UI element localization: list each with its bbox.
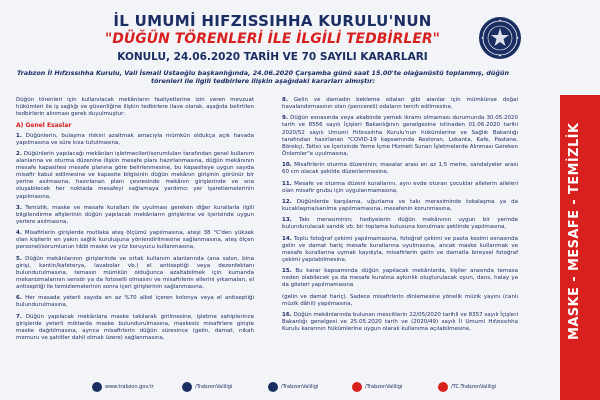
list-item: 13. Takı merasiminin; hediyelerin düğün mekânının uygun bir yerinde bulundurulacak sandık vb. bir toplama kutusuna konulması şeklinde yapılmasına, xyxy=(282,217,519,231)
youtube-icon xyxy=(438,382,448,392)
list-item: 8. Gelin ve damadın bekleme odaları gibi alanlar için mümkünse doğal havalandırmasının olan (pencereli) odaların tercih edilmesine, xyxy=(282,97,518,111)
list-item: 1. Düğünlerin, bulaşma riskini azaltmak amacıyla mümkün oldukça açık havada yapılmasına ve süre kısa tutulmasına, xyxy=(16,132,255,146)
list-item: 9. Düğün esnasında veya akabinde yemek ikramı olmaması durumunda 30.05.2020 tarih ve 8556 sayılı İçişleri Bakanlığının genelgesine istinaden 01.06.2020 tarihi 2020/52 sayılı Umumi Hıfzıssıhha Kurulu'nun hükümlerine ve Sağlık Bakanlığı tarafından hazırlanan "COVID-19 kapsamında Restoran, Lokanta, Kafe, Pastane, Börekçi, Tatlıcı ve İçerisinde Yeme İçme Hizmeti Sunan İşletmelerde Alınması Gereken Önlemler"e uyulmasına, xyxy=(282,115,519,157)
sidebar-slogan: MASKE - MESAFE - TEMİZLİK xyxy=(567,122,582,340)
left-column xyxy=(16,97,254,346)
twitter-icon xyxy=(182,382,192,392)
list-item: 4. Misafirlerin girişlerde mutlaka ateş ölçümü yapılmasına, ateşi 38 °C'den yüksek olan kişilerin en yakın sağlık kuruluşuna yönlendirilmesine sağlanmasına, ateş ölçen personel/sorumlunun tıbbi maske ve yüz koruyucu kullanmasına, xyxy=(16,230,255,251)
list-item: (gelin ve damat hariç). Sadece misafirlerin dinlemesine yönelik müzik yayını (canlı müzik dâhil) yapılmasına, xyxy=(282,293,518,307)
governorship-seal-icon xyxy=(478,16,522,60)
list-item: 5. Düğün mekânlarının girişlerinde ve ortak kullanım alanlarında (ana salon, bina girişi, kantin/kafeterya, lavabolar vb.) el antiseptiği veya dezenfektanı bulundurulmasına, temasın mümkün olduğunca azaltabilmek için kumanda mekanizmalarının sensör ya da fotoselli olmasını ve misafirlerin ellerini yıkamaları, el antiseptiği ile temizlemelerinin sonra içeri girişlerinin sağlanmasına, xyxy=(16,255,254,291)
facebook-icon xyxy=(268,382,278,392)
list-item: 10. Misafirlerin oturma düzeninin; masalar arası en az 1,5 metre, sandalyeler arası 60 cm olacak şekilde düzenlenmesine, xyxy=(282,162,518,176)
footer-youtube[interactable]: /TC.TrabzonValiligi xyxy=(438,382,496,392)
footer-facebook[interactable]: /TrabzonValiligi xyxy=(268,382,318,392)
list-item: 7. Düğün yapılacak mekânlara maske takılarak girilmesine, işletme sahiplerince girişlerde yeterli miktarda maske bulundurulmasına, maskesiz misafirlere girişte maske dağıtılmasına, ayrıca misafirlerin düğün süresince (gelin, damat, nikah memuru ve şahitler dahil olmak üzere) sağlanmasına, xyxy=(16,313,255,342)
intro-text: Trabzon İl Hıfzıssıhha Kurulu, Vali İsmail Ustaoğlu başkanlığında, 24.06.2020 Çarşamba günü saat 15.00'te olağanüstü toplanmış, düğün törenleri ile ilgili tedbirlere ilişkin aşağıdaki kararları almıştır: xyxy=(16,69,510,85)
page-title: İL UMUMİ HIFZISSIHHA KURULU'NUN xyxy=(113,12,432,30)
section-title: A) Genel Esaslar xyxy=(16,122,72,130)
list-item: 6. Her masada yeterli sayıda en az %70 alkol içeren kolonya veya el antiseptiği bulundurulmasına, xyxy=(16,295,255,309)
footer-website[interactable]: www.trabzon.gov.tr xyxy=(92,382,154,392)
footer xyxy=(0,374,560,400)
footer-twitter[interactable]: /TrabzonValiligi xyxy=(182,382,232,392)
opening-paragraph: Düğün törenleri için kullanılacak mekânların faaliyetlerine izin veren mevzuat hükümleri ile iş sağlığı ve güvenliğine ilişkin tedbirlere ilave olarak, aşağıda belirtilen tedbirlerin alınması gerek duyulmuştur: xyxy=(16,97,254,118)
list-item: 3. Temizlik, maske ve mesafe kuralları ile uyulması gereken diğer kurallarla ilgili bilgilendirme afişlerinin düğün yapılacak mekânların girişlerine ve içerisinde uygun yerlere asılmasına, xyxy=(16,204,255,225)
list-item: 12. Düğünlerde karşılama, uğurlama ve takı merasiminde tokalaşma ya da kucaklaşma/sarılma yapılmamasına, mesafenin korunmasına, xyxy=(282,198,518,212)
right-column xyxy=(282,97,518,338)
list-item: 2. Düğünlerin yapılacağı mekânları işletmecileri/sorumluları tarafından genel kullanım alanlarına ve oturma düzenine ilişkin mesafe planı hazırlanmasına, düğün mekânının mesafe kapasitesi mesafe planına göre belirlenmesine, bu kapasiteye uygun sayıda misafir kabul edilmesine ve kapasite bilgisinin düğün mekânın girişinin görünür bir yerine asılmasına, hazırlanan planı çevresinde mekânın girişlerinde ve sıra oluşabilecek her noktada mesafeyi sağlamaya yardımcı yer işaretlemelerinin yapılmasına, xyxy=(16,150,254,200)
meeting-info: KONULU, 24.06.2020 TARİH VE 70 SAYILI KARARLARI xyxy=(117,51,428,63)
header xyxy=(0,0,600,96)
page-subtitle: "DÜĞÜN TÖRENLERİ İLE İLGİLİ TEDBİRLER" xyxy=(105,31,440,47)
instagram-icon xyxy=(352,382,362,392)
list-item: 16. Düğün mekânlarında bulunan mescitlerin 22/05/2020 tarihli ve 8357 sayılı İçişleri Bakanlığı genelgesi ve 25.05.2020 tarih ve (2020/49) sayılı İl Umumi Hıfzıssıhha Kurulu kararının hükümlerine uygun olarak kullanıma açılabilmesine, xyxy=(282,312,518,333)
list-item: 11. Mesafe ve oturma düzeni kurallarını, aynı evde oturan çocuklar ailelerin aileleri olan misafir grubu için uygulanmamasına, xyxy=(282,180,519,194)
list-item: 15. Bu karar kapsamında düğün yapılacak mekânlarda, kişiler arasında temasa neden olabilecek ya da mesafe kuralına aykırılık oluşturulacak oyun, dans, halay ya da gösteri yapılmamasına xyxy=(282,268,519,289)
footer-instagram[interactable]: /TrabzonValiligi xyxy=(352,382,402,392)
globe-icon xyxy=(92,382,102,392)
list-item: 14. Toplu fotoğraf çekimi yapılmamasına, fotoğraf çekimi ve pasta kesimi esnasında gelin ve damat hariç mesafe kurallarına uyulmasına, ancak maske kullanmak ve mesafe kurallarına uymak kaydıyla, misafirlerin gelin ve damatla bireysel fotoğraf çekimi yapılabilmesine, xyxy=(282,235,519,263)
